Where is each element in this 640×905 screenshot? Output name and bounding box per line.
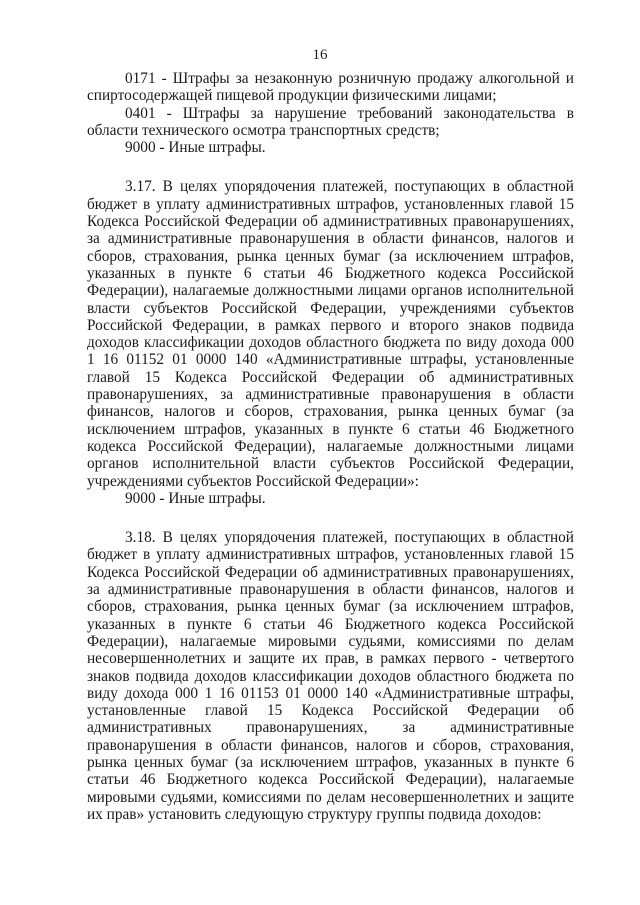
page-number: 16 [312, 47, 328, 63]
document-body [87, 70, 574, 823]
paragraph-code-9000-second: 9000 - Иные штрафы. [125, 489, 266, 507]
paragraph-code-9000: 9000 - Иные штрафы. [125, 139, 266, 157]
paragraph-3-17: 3.17. В целях упорядочения платежей, поступающих в областной бюджет в уплату административных штрафов, установленных главой 15 Кодекса Российской Федерации об административных правонарушениях, за административные правонарушения в области финансов, налогов и сборов, страхования, рынка ценных бумаг (за исключением штрафов, указанных в пункте 6 статьи 46 Бюджетного кодекса Российской Федерации), налагаемые должностными лицами органов исполнительной власти субъектов Российской Федерации, учреждениями субъектов Российской Федерации, в рамках первого и второго знаков подвида доходов классификации доходов областного бюджета по виду дохода 000 1 16 01152 01 0000 140 «Административные штрафы, установленные главой 15 Кодекса Российской Федерации об административных правонарушениях, за административные правонарушения в области финансов, налогов и сборов, страхования, рынка ценных бумаг (за исключением штрафов, указанных в пункте 6 статьи 46 Бюджетного кодекса Российской Федерации), налагаемые должностными лицами органов исполнительной власти субъектов Российской Федерации, учреждениями субъектов Российской Федерации»: [87, 178, 574, 490]
paragraph-code-0171: 0171 - Штрафы за незаконную розничную продажу алкогольной и спиртосодержащей пищевой продукции физическими лицами; [87, 70, 574, 105]
paragraph-3-18: 3.18. В целях упорядочения платежей, поступающих в областной бюджет в уплату административных штрафов, установленных главой 15 Кодекса Российской Федерации об административных правонарушениях, за административные правонарушения в области финансов, налогов и сборов, страхования, рынка ценных бумаг (за исключением штрафов, указанных в пункте 6 статьи 46 Бюджетного кодекса Российской Федерации), налагаемые мировыми судьями, комиссиями по делам несовершеннолетних и защите их прав, в рамках первого - четвертого знаков подвида доходов классификации доходов областного бюджета по виду дохода 000 1 16 01153 01 0000 140 «Административные штрафы, установленные главой 15 Кодекса Российской Федерации об административных правонарушениях, за административные правонарушения в области финансов, налогов и сборов, страхования, рынка ценных бумаг (за исключением штрафов, указанных в пункте 6 статьи 46 Бюджетного кодекса Российской Федерации), налагаемые мировыми судьями, комиссиями по делам несовершеннолетних и защите их прав» установить следующую структуру группы подвида доходов: [87, 529, 574, 823]
paragraph-code-0401: 0401 - Штрафы за нарушение требований законодательства в области технического осмотра транспортных средств; [87, 104, 574, 139]
